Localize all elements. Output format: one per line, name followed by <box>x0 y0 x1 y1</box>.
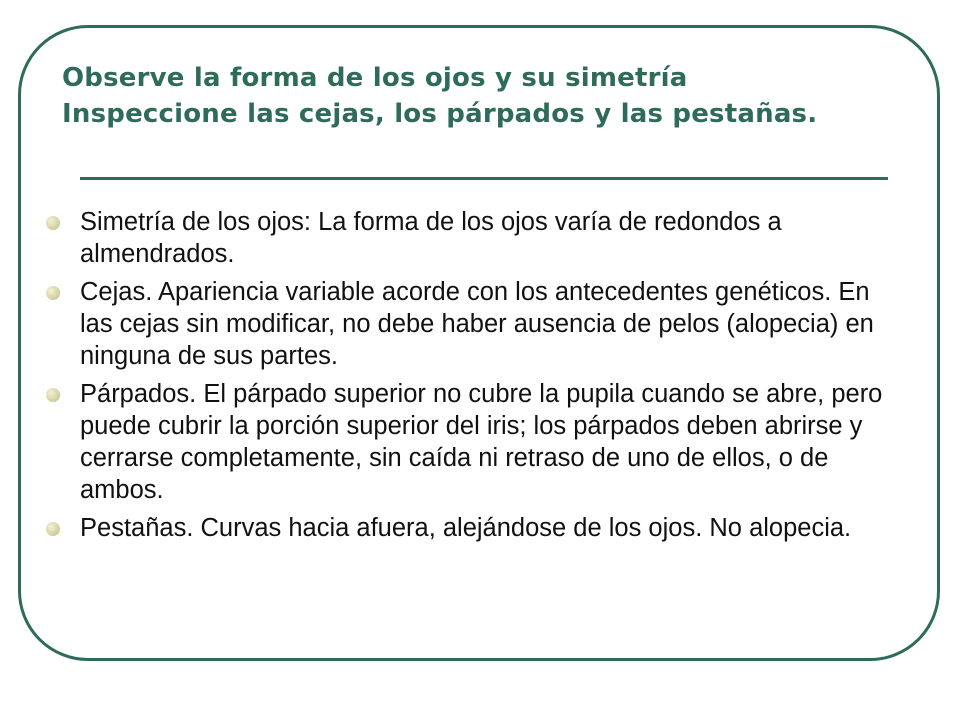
bullet-item-parpados <box>44 378 884 506</box>
slide-title <box>62 60 922 132</box>
bullet-item-pestanas <box>44 512 884 544</box>
bullet-dot-icon <box>46 522 60 536</box>
bullet-dot-icon <box>46 388 60 402</box>
bullet-text: Párpados. El párpado superior no cubre la pupila cuando se abre, pero puede cubrir la porción superior del iris; los párpados deben abrirse y cerrarse completamente, sin caída ni retraso de uno de ellos, o de ambos. <box>80 380 883 504</box>
bullet-item-cejas <box>44 276 884 372</box>
title-line-2: Inspeccione las cejas, los párpados y las pestañas. <box>62 99 818 129</box>
bullet-text: Simetría de los ojos: La forma de los ojos varía de redondos a almendrados. <box>80 208 782 268</box>
bullet-text: Pestañas. Curvas hacia afuera, alejándose de los ojos. No alopecia. <box>80 514 852 542</box>
bullet-dot-icon <box>46 286 60 300</box>
bullet-item-simetria <box>44 206 884 270</box>
bullet-dot-icon <box>46 216 60 230</box>
title-line-1: Observe la forma de los ojos y su simetría <box>62 63 688 93</box>
bullet-text: Cejas. Apariencia variable acorde con los antecedentes genéticos. En las cejas sin modificar, no debe haber ausencia de pelos (alopecia) en ninguna de sus partes. <box>80 278 874 370</box>
title-divider <box>80 177 888 180</box>
bullet-list <box>44 206 884 550</box>
